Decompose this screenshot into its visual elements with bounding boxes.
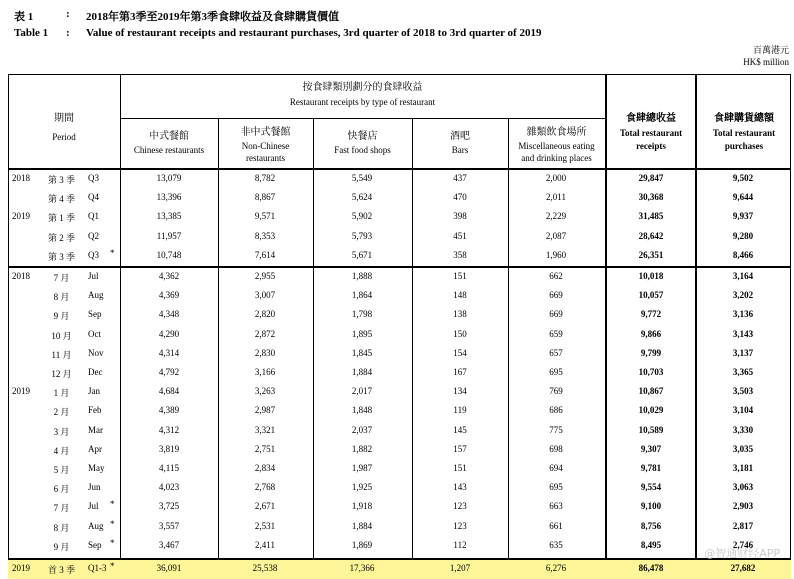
table-cell: 29,847 [638, 173, 664, 183]
table-cell: 154 [453, 347, 467, 358]
table-cell: 3,137 [732, 347, 754, 358]
table-cell: 2,746 [732, 539, 754, 550]
table-cell: 4,023 [158, 482, 180, 493]
table-cell: 3,263 [254, 386, 276, 397]
table-row [8, 518, 791, 537]
table-cell: 28,642 [638, 230, 664, 241]
table-cell: 1,848 [351, 405, 373, 416]
period-zh: 9 月 [53, 541, 70, 552]
table-row [8, 402, 791, 421]
table-cell: 2,411 [255, 539, 275, 550]
title-zh-line [14, 8, 339, 24]
table-cell: 398 [453, 211, 467, 222]
table-cell: 4,362 [158, 271, 180, 281]
period-en: Nov [88, 347, 104, 358]
unit-zh: 百萬港元 [752, 45, 789, 55]
table-cell: 2,751 [254, 443, 276, 454]
table-cell: 26,351 [638, 249, 664, 260]
period-year: 2018 [12, 173, 30, 183]
table-cell: 1,864 [351, 290, 373, 301]
period-zh: 第 2 季 [47, 232, 75, 243]
col-misc-en2: and drinking places [521, 153, 592, 163]
table-cell: 112 [453, 539, 467, 550]
table-cell: 17,366 [349, 563, 375, 573]
table-cell: 5,793 [351, 230, 373, 241]
table-cell: 2,903 [732, 501, 754, 512]
table-cell: 1,884 [351, 367, 373, 377]
period-year: 2019 [12, 563, 30, 573]
revision-mark: * [110, 247, 115, 258]
table-cell: 2,768 [254, 482, 276, 493]
table-cell: 4,389 [158, 405, 180, 416]
title-en: Value of restaurant receipts and restaurant purchases, 3rd quarter of 2018 to 3rd quarter of 2019 [86, 27, 542, 39]
table-row [8, 247, 791, 266]
table-cell: 9,554 [640, 482, 662, 493]
period-en: Q1-3 [88, 563, 107, 573]
col-misc-en1: Miscellaneous eating [518, 141, 595, 151]
period-en: Q1 [88, 211, 99, 222]
table-cell: 2,830 [254, 347, 276, 358]
table-cell: 657 [549, 347, 563, 358]
col-total-purchases-en1: Total restaurant [712, 128, 776, 138]
period-header-en: Period [52, 132, 76, 142]
period-zh: 1 月 [53, 388, 70, 399]
col-total-receipts-zh: 食肆總收益 [626, 113, 676, 124]
table-cell: 1,882 [351, 443, 373, 454]
period-en: Sep [88, 539, 102, 550]
table-cell: 4,792 [158, 367, 180, 377]
period-en: Oct [88, 328, 101, 339]
table-cell: 10,703 [638, 367, 664, 377]
table-label-en: Table 1 [14, 27, 49, 39]
table-cell: 3,202 [732, 290, 754, 301]
table-cell: 661 [549, 520, 563, 531]
period-zh: 第 1 季 [47, 213, 75, 224]
table-row [8, 560, 791, 579]
table-cell: 31,485 [638, 211, 664, 222]
table-cell: 3,330 [732, 424, 754, 435]
table-cell: 27,682 [730, 563, 756, 573]
col-nonchinese-zh: 非中式餐館 [240, 127, 291, 138]
table-cell: 769 [549, 386, 563, 397]
table-cell: 662 [549, 271, 563, 281]
col-chinese-en: Chinese restaurants [133, 145, 205, 155]
table-cell: 6,276 [545, 563, 567, 573]
table-cell: 4,290 [158, 328, 180, 339]
table-cell: 470 [453, 192, 467, 203]
table-cell: 2,017 [351, 386, 373, 397]
table-cell: 10,018 [638, 271, 664, 281]
period-en: Feb [88, 405, 102, 416]
col-fastfood-zh: 快餐店 [347, 131, 378, 142]
table-row [8, 498, 791, 517]
table-cell: 8,782 [254, 173, 276, 183]
table-row [8, 383, 791, 402]
table-cell: 9,100 [640, 501, 662, 512]
table-row [8, 422, 791, 441]
table-cell: 8,867 [254, 192, 276, 203]
table-cell: 151 [453, 463, 467, 473]
col-total-purchases-en2: purchases [724, 141, 764, 151]
table-cell: 13,079 [156, 173, 182, 183]
table-cell: 5,624 [351, 192, 373, 203]
table-cell: 2,531 [254, 520, 276, 531]
period-zh: 7 月 [53, 273, 70, 283]
table-row [8, 170, 791, 189]
table-cell: 2,229 [545, 211, 567, 222]
period-en: Q2 [88, 230, 99, 241]
table-row [8, 208, 791, 227]
table-cell: 2,000 [545, 173, 567, 183]
col-chinese-zh: 中式餐館 [149, 131, 189, 142]
table-cell: 3,365 [732, 367, 754, 377]
table-row [8, 537, 791, 556]
table-cell: 9,307 [640, 443, 662, 454]
table-row [8, 228, 791, 247]
table-cell: 3,104 [732, 405, 754, 416]
table-cell: 775 [549, 424, 563, 435]
table-cell: 1,869 [351, 539, 373, 550]
period-en: Apr [88, 443, 102, 454]
table-cell: 1,987 [351, 463, 373, 473]
period-zh: 第 3 季 [47, 251, 75, 262]
period-zh: 第 4 季 [47, 194, 75, 205]
table-row [8, 189, 791, 208]
table-cell: 151 [453, 271, 467, 281]
table-cell: 3,467 [158, 539, 180, 550]
table-cell: 5,549 [351, 173, 373, 183]
table-cell: 635 [549, 539, 563, 550]
table-cell: 5,671 [351, 249, 373, 260]
table-cell: 13,396 [156, 192, 182, 203]
table-cell: 2,671 [254, 501, 276, 512]
period-zh: 首 3 季 [47, 565, 75, 575]
table-cell: 694 [549, 463, 563, 473]
table-cell: 10,748 [156, 249, 182, 260]
revision-mark: * [110, 499, 115, 510]
table-cell: 3,503 [732, 386, 754, 397]
table-cell: 9,644 [732, 192, 754, 203]
table-cell: 9,781 [640, 463, 662, 473]
table-cell: 4,684 [158, 386, 180, 397]
period-zh: 6 月 [53, 484, 70, 495]
group-header-zh: 按食肆類別劃分的食肆收益 [302, 82, 423, 93]
period-en: Dec [88, 367, 103, 377]
table-cell: 145 [453, 424, 467, 435]
col-nonchinese-en1: Non-Chinese [241, 141, 290, 151]
table-cell: 8,495 [640, 539, 662, 550]
table-cell: 4,115 [159, 463, 179, 473]
table-cell: 123 [453, 501, 467, 512]
period-zh: 9 月 [53, 311, 70, 322]
table-cell: 10,029 [638, 405, 664, 416]
period-zh: 4 月 [53, 445, 70, 456]
table-cell: 2,987 [254, 405, 276, 416]
table-cell: 167 [453, 367, 467, 377]
period-en: Aug [88, 290, 104, 301]
table-cell: 8,466 [732, 249, 754, 260]
table-row [8, 306, 791, 325]
table-cell: 3,007 [254, 290, 276, 301]
table-cell: 437 [453, 173, 467, 183]
table-cell: 3,063 [732, 482, 754, 493]
table-cell: 695 [549, 367, 563, 377]
table-cell: 2,087 [545, 230, 567, 241]
unit-en: HK$ million [743, 57, 789, 67]
table-cell: 669 [549, 290, 563, 301]
period-en: Mar [88, 424, 103, 435]
group-header-en: Restaurant receipts by type of restaurant [289, 97, 436, 107]
period-en: Jan [88, 386, 100, 397]
period-en: Jun [88, 482, 101, 493]
period-year: 2019 [12, 211, 30, 222]
table-row [8, 287, 791, 306]
table-cell: 2,817 [732, 520, 754, 531]
period-header-zh: 期間 [54, 113, 74, 124]
table-cell: 11,957 [156, 230, 182, 241]
table-cell: 86,478 [638, 563, 664, 573]
period-en: May [88, 463, 105, 473]
watermark: @智通财经APP [704, 547, 780, 560]
table-cell: 134 [453, 386, 467, 397]
table-row [8, 460, 791, 479]
table-cell: 10,057 [638, 290, 664, 301]
revision-mark: * [110, 561, 115, 571]
col-total-receipts-en1: Total restaurant [619, 128, 683, 138]
table-cell: 451 [453, 230, 467, 241]
table-cell: 3,321 [254, 424, 276, 435]
period-zh: 10 月 [51, 330, 72, 341]
table-cell: 36,091 [156, 563, 182, 573]
table-cell: 2,872 [254, 328, 276, 339]
table-cell: 698 [549, 443, 563, 454]
title-zh: 2018年第3季至2019年第3季食肆收益及食肆購貨價值 [86, 11, 339, 23]
table-cell: 123 [453, 520, 467, 531]
table-cell: 157 [453, 443, 467, 454]
table-cell: 8,756 [640, 520, 662, 531]
table-cell: 2,011 [546, 192, 566, 203]
table-cell: 1,918 [351, 501, 373, 512]
table-cell: 10,589 [638, 424, 664, 435]
table-cell: 1,207 [449, 563, 471, 573]
table-row [8, 268, 791, 287]
period-en: Sep [88, 309, 102, 320]
table-cell: 2,037 [351, 424, 373, 435]
table-row [8, 479, 791, 498]
table-cell: 3,164 [732, 271, 754, 281]
col-total-receipts-en2: receipts [636, 141, 666, 151]
table-cell: 3,819 [158, 443, 180, 454]
table-cell: 9,571 [254, 211, 276, 222]
table-row [8, 326, 791, 345]
table-cell: 150 [453, 328, 467, 339]
table-cell: 3,181 [732, 463, 754, 473]
table-cell: 138 [453, 309, 467, 320]
table-cell: 25,538 [252, 563, 278, 573]
table-cell: 1,925 [351, 482, 373, 493]
col-misc-zh: 雜類飲食場所 [526, 127, 587, 138]
table-cell: 9,937 [732, 211, 754, 222]
title-en-line [14, 27, 542, 39]
table-cell: 4,312 [158, 424, 180, 435]
table-cell: 1,884 [351, 520, 373, 531]
table-cell: 5,902 [351, 211, 373, 222]
table-cell: 1,895 [351, 328, 373, 339]
title-colon-en: : [66, 27, 70, 39]
table-cell: 659 [549, 328, 563, 339]
period-zh: 第 3 季 [47, 175, 75, 185]
period-en: Q3 [88, 173, 99, 183]
period-en: Jul [88, 271, 99, 281]
period-zh: 2 月 [53, 407, 70, 418]
period-en: Aug [88, 520, 104, 531]
table-cell: 7,614 [254, 249, 276, 260]
table-cell: 3,725 [158, 501, 180, 512]
table-cell: 143 [453, 482, 467, 493]
table-cell: 119 [453, 405, 467, 416]
table-cell: 695 [549, 482, 563, 493]
revision-mark: * [110, 518, 115, 529]
table-cell: 2,955 [254, 271, 276, 281]
table-cell: 3,035 [732, 443, 754, 454]
table-cell: 9,502 [732, 173, 754, 183]
period-year: 2018 [12, 271, 30, 281]
col-nonchinese-en2: restaurants [246, 153, 285, 163]
period-zh: 7 月 [53, 503, 70, 514]
table-cell: 9,280 [732, 230, 754, 241]
table-cell: 4,314 [158, 347, 180, 358]
col-bars-zh: 酒吧 [450, 131, 470, 142]
title-colon-zh: : [66, 8, 70, 20]
period-zh: 8 月 [53, 292, 70, 303]
table-cell: 3,166 [254, 367, 276, 377]
table-label-zh: 表 1 [14, 11, 34, 23]
table-cell: 9,866 [640, 328, 662, 339]
table-cell: 1,798 [351, 309, 373, 320]
period-zh: 5 月 [53, 465, 70, 475]
period-year: 2019 [12, 386, 30, 397]
table-cell: 1,888 [351, 271, 373, 281]
header-rule [120, 118, 605, 119]
table-cell: 3,136 [732, 309, 754, 320]
table-cell: 663 [549, 501, 563, 512]
period-zh: 8 月 [53, 522, 70, 533]
col-fastfood-en: Fast food shops [334, 145, 391, 155]
table-row [8, 364, 791, 383]
col-total-purchases-zh: 食肆購貨總額 [714, 113, 774, 124]
table-cell: 8,353 [254, 230, 276, 241]
table-cell: 358 [453, 249, 467, 260]
table-row [8, 345, 791, 364]
table-cell: 9,772 [640, 309, 662, 320]
period-en: Q4 [88, 192, 99, 203]
col-bars-en: Bars [451, 145, 469, 155]
table-cell: 2,820 [254, 309, 276, 320]
table-cell: 669 [549, 309, 563, 320]
table-cell: 4,369 [158, 290, 180, 301]
table-cell: 686 [549, 405, 563, 416]
table-cell: 9,799 [640, 347, 662, 358]
table-cell: 148 [453, 290, 467, 301]
period-zh: 3 月 [53, 426, 70, 437]
period-en: Jul [88, 501, 99, 512]
table-cell: 3,557 [158, 520, 180, 531]
period-zh: 11 月 [51, 349, 72, 360]
table-cell: 30,368 [638, 192, 664, 203]
table-cell: 1,960 [545, 249, 567, 260]
table-cell: 3,143 [732, 328, 754, 339]
table-cell: 1,845 [351, 347, 373, 358]
table-cell: 13,385 [156, 211, 182, 222]
table-row [8, 441, 791, 460]
period-zh: 12 月 [51, 369, 72, 379]
table-cell: 4,348 [158, 309, 180, 320]
revision-mark: * [110, 537, 115, 548]
period-en: Q3 [88, 249, 99, 260]
table-cell: 2,834 [254, 463, 276, 473]
table-cell: 10,867 [638, 386, 664, 397]
